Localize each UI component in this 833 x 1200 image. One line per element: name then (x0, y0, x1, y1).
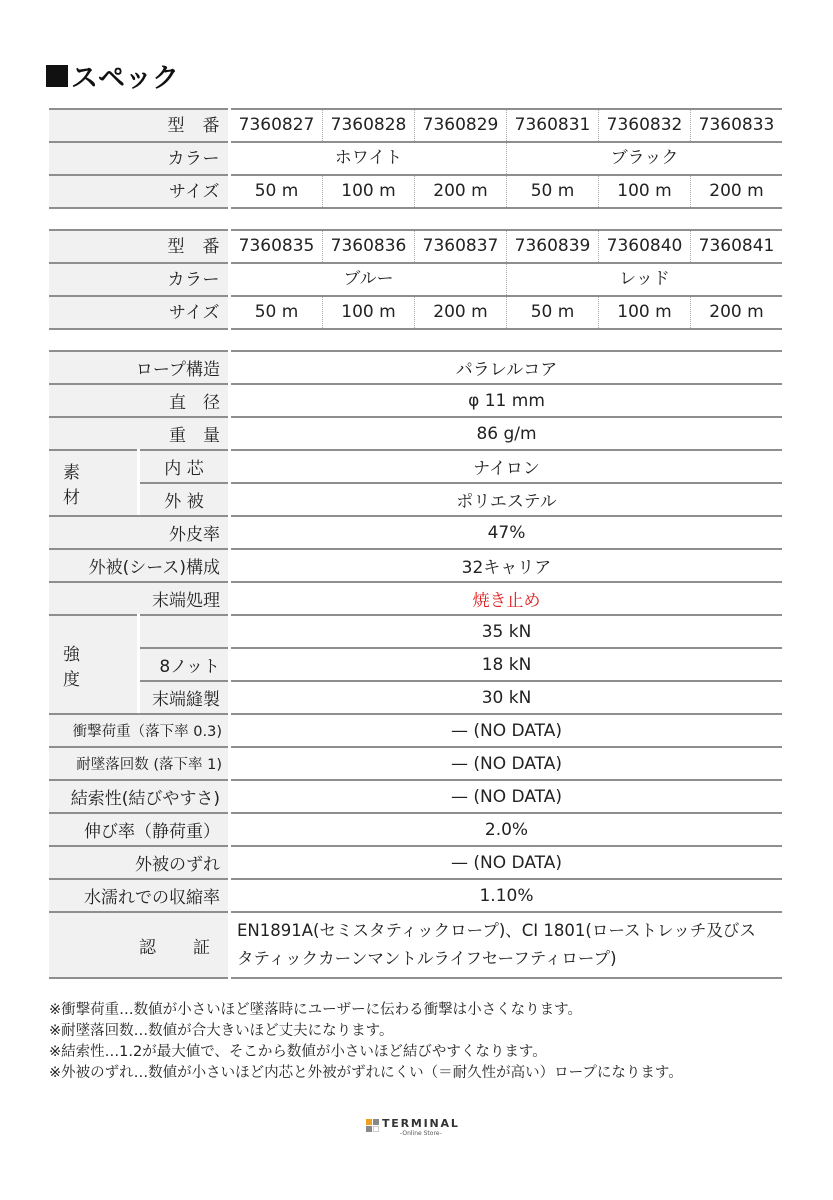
size-row (49, 295, 782, 328)
spec-label (140, 614, 228, 647)
size-cell: 50 m (506, 297, 598, 328)
spec-row-knotability (49, 779, 782, 812)
footnote: ※外被のずれ…数値が小さいほど内芯と外被がずれにくい（＝耐久性が高い）ロープになります。 (49, 1065, 683, 1081)
color-cell: ブラック (506, 143, 782, 174)
spec-row-certification (49, 911, 782, 977)
spec-value: φ 11 mm (231, 383, 782, 416)
cert-line-2: タティックカーンマントルライフセーフティロープ) (237, 949, 617, 968)
spec-row-sheath-ratio (49, 515, 782, 548)
terminal-logo (366, 1118, 460, 1137)
spec-value: 30 kN (231, 680, 782, 713)
model-cell: 7360831 (506, 110, 598, 141)
size-cell: 100 m (322, 176, 414, 207)
color-label: カラー (49, 141, 228, 174)
spec-value: 焼き止め (231, 581, 782, 614)
footnote: ※結索性…1.2が最大値で、そこから数値が小さいほど結びやすくなります。 (49, 1044, 547, 1060)
logo-squares-icon (366, 1119, 379, 1132)
spec-row-sheath (140, 482, 782, 515)
page-title (46, 56, 179, 95)
color-row (49, 262, 782, 295)
spec-label: 内 芯 (140, 449, 228, 482)
spec-group-label: 強 度 (49, 614, 137, 713)
spec-label: 耐墜落回数 (落下率 1) (49, 746, 228, 779)
spec-label: 外 被 (140, 482, 228, 515)
black-square-icon (46, 65, 68, 87)
spec-value: 18 kN (231, 647, 782, 680)
size-cell: 200 m (414, 297, 506, 328)
spec-label: 重 量 (49, 416, 228, 449)
spec-label: 伸び率（静荷重） (49, 812, 228, 845)
size-cell: 100 m (322, 297, 414, 328)
spec-value: 35 kN (231, 614, 782, 647)
size-cell: 50 m (506, 176, 598, 207)
size-cell: 200 m (414, 176, 506, 207)
spec-label: 末端処理 (49, 581, 228, 614)
spec-group-label: 素 材 (49, 449, 137, 515)
model-cell: 7360835 (238, 236, 315, 256)
size-cell: 200 m (690, 176, 782, 207)
spec-label: 外被(シース)構成 (49, 548, 228, 581)
footnote: ※耐墜落回数…数値が合大きいほど丈夫になります。 (49, 1023, 394, 1039)
spec-table (49, 350, 782, 977)
model-cell: 7360829 (414, 110, 506, 141)
spec-label: 外被のずれ (49, 845, 228, 878)
spec-label: 直 径 (49, 383, 228, 416)
size-label: サイズ (49, 295, 228, 328)
spec-row-end-treatment (49, 581, 782, 614)
spec-row-diameter (49, 383, 782, 416)
logo-subtitle: -Online Store- (400, 1130, 442, 1137)
spec-row-shrinkage (49, 878, 782, 911)
spec-row-rope-structure (49, 350, 782, 383)
color-cell: ブルー (343, 269, 394, 289)
model-cell: 7360840 (598, 231, 690, 262)
spec-label: 認 証 (49, 911, 228, 977)
spec-label: 水濡れでの収縮率 (49, 878, 228, 911)
spec-row-falls-held (49, 746, 782, 779)
size-cell: 100 m (598, 297, 690, 328)
spec-value: — (NO DATA) (231, 746, 782, 779)
spec-row-weight (49, 416, 782, 449)
spec-row-impact-force (49, 713, 782, 746)
spec-row-core (140, 449, 782, 482)
cert-line-1: EN1891A(セミスタティックロープ)、CI 1801(ローストレッチ及びス (237, 921, 756, 940)
model-cell: 7360833 (690, 110, 782, 141)
model-row (49, 108, 782, 141)
model-label: 型 番 (49, 229, 228, 262)
spec-group-material (49, 449, 782, 515)
color-label: カラー (49, 262, 228, 295)
model-cell: 7360837 (414, 231, 506, 262)
model-cell: 7360832 (598, 110, 690, 141)
spec-value: — (NO DATA) (231, 779, 782, 812)
model-cell: 7360827 (238, 115, 315, 135)
spec-value (231, 911, 782, 977)
spec-row-strength-knot (140, 647, 782, 680)
spec-group-strength (49, 614, 782, 713)
footnote: ※衝撃荷重…数値が小さいほど墜落時にユーザーに伝わる衝撃は小さくなります。 (49, 1002, 582, 1018)
spec-label: 末端縫製 (140, 680, 228, 713)
spec-value: — (NO DATA) (231, 845, 782, 878)
size-label: サイズ (49, 174, 228, 207)
spec-value: 47% (231, 515, 782, 548)
spec-label: 8ノット (140, 647, 228, 680)
model-cell: 7360828 (322, 110, 414, 141)
spec-row-strength-main (140, 614, 782, 647)
spec-label: 外皮率 (49, 515, 228, 548)
spec-value: ポリエステル (231, 482, 782, 515)
spec-row-elongation (49, 812, 782, 845)
model-row (49, 229, 782, 262)
spec-value: 32キャリア (231, 548, 782, 581)
spec-label: ロープ構造 (49, 350, 228, 383)
spec-row-strength-sewn (140, 680, 782, 713)
color-cell: ホワイト (334, 148, 403, 168)
color-row (49, 141, 782, 174)
size-cell: 50 m (254, 302, 299, 322)
spec-value: 2.0% (231, 812, 782, 845)
spec-value: — (NO DATA) (231, 713, 782, 746)
spec-label: 衝撃荷重（落下率 0.3) (49, 713, 228, 746)
spec-value: ナイロン (231, 449, 782, 482)
model-cell: 7360841 (690, 231, 782, 262)
size-cell: 50 m (254, 181, 299, 201)
model-label: 型 番 (49, 108, 228, 141)
size-cell: 200 m (690, 297, 782, 328)
spec-row-sheath-construction (49, 548, 782, 581)
spec-label: 結索性(結びやすさ) (49, 779, 228, 812)
page-title-text: スペック (71, 63, 179, 94)
model-cell: 7360836 (322, 231, 414, 262)
logo-name: TERMINAL (382, 1117, 460, 1130)
size-cell: 100 m (598, 176, 690, 207)
color-cell: レッド (506, 264, 782, 295)
variant-table-1 (49, 108, 782, 207)
footnotes (49, 1000, 683, 1084)
model-cell: 7360839 (506, 231, 598, 262)
variant-table-2 (49, 229, 782, 328)
spec-row-sheath-slippage (49, 845, 782, 878)
spec-value: パラレルコア (231, 350, 782, 383)
spec-value: 86 g/m (231, 416, 782, 449)
spec-value: 1.10% (231, 878, 782, 911)
size-row (49, 174, 782, 207)
